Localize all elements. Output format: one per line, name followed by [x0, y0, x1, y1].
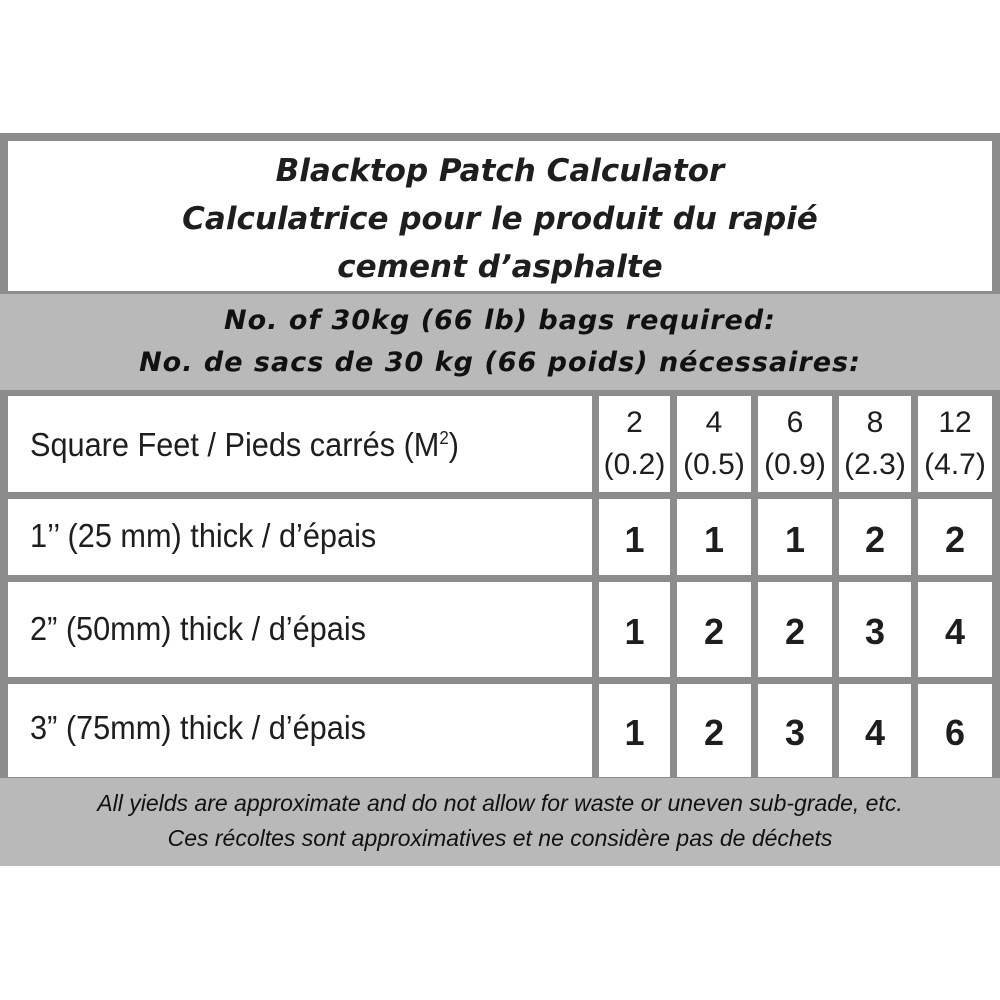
- value-cell: [918, 684, 992, 777]
- value-cell: [599, 582, 670, 677]
- bag-count: 2: [864, 519, 886, 560]
- header-col-cell: [918, 396, 992, 492]
- header-sqft: 8: [866, 406, 884, 439]
- value-cell: [758, 499, 832, 575]
- value-cell: [677, 582, 751, 677]
- header-col-cell: [599, 396, 670, 492]
- calculator-card: [0, 133, 1000, 866]
- value-cell: [677, 684, 751, 777]
- header-m2: (2.3): [844, 448, 906, 481]
- header-sqft: 6: [786, 406, 804, 439]
- header-sqft: 4: [705, 406, 723, 439]
- header-m2: (0.5): [683, 448, 745, 481]
- header-label-sup: 2: [439, 428, 449, 448]
- value-cell: [918, 582, 992, 677]
- title-line-2: Calculatrice pour le produit du rapié: [182, 201, 818, 237]
- bag-count: 2: [703, 712, 725, 753]
- value-cell: [758, 684, 832, 777]
- bag-count: 2: [944, 519, 966, 560]
- bags-line-1: No. of 30kg (66 lb) bags required:: [224, 305, 776, 336]
- header-m2: (0.2): [603, 448, 666, 481]
- header-label-cell: [8, 396, 592, 492]
- value-cell: [599, 499, 670, 575]
- header-label-text: Square Feet / Pieds carrés (M: [30, 426, 440, 463]
- bag-count: 4: [944, 611, 966, 652]
- header-col-cell: [677, 396, 751, 492]
- row-label-cell: [8, 684, 592, 777]
- row-label-cell: [8, 499, 592, 575]
- bag-count: 1: [624, 611, 645, 652]
- header-sqft: 2: [626, 406, 643, 439]
- header-m2: (4.7): [924, 448, 986, 481]
- value-cell: [839, 684, 911, 777]
- bag-count: 6: [944, 712, 966, 753]
- bag-count: 1: [624, 712, 645, 753]
- value-cell: [599, 684, 670, 777]
- value-cell: [839, 499, 911, 575]
- bag-count: 1: [703, 519, 725, 560]
- header-col-cell: [758, 396, 832, 492]
- bag-count: 3: [864, 611, 886, 652]
- footer-line-1: All yields are approximate and do not allow for waste or uneven sub-grade, etc.: [97, 790, 903, 816]
- bags-required-band: [0, 294, 1000, 390]
- value-cell: [758, 582, 832, 677]
- header-m2: (0.9): [764, 448, 826, 481]
- bag-count: 3: [784, 712, 806, 753]
- bag-count: 1: [784, 519, 806, 560]
- title-line-3: cement d’asphalte: [337, 249, 663, 285]
- bag-count: 2: [703, 611, 725, 652]
- header-sqft: 12: [938, 406, 972, 439]
- bags-line-2: No. de sacs de 30 kg (66 poids) nécessaires:: [139, 347, 861, 378]
- bag-count: 4: [864, 712, 886, 753]
- bag-count: 1: [624, 519, 645, 560]
- header-label-close: ): [448, 426, 459, 463]
- header-col-cell: [839, 396, 911, 492]
- footer-line-2: Ces récoltes sont approximatives et ne considère pas de déchets: [167, 825, 833, 851]
- value-cell: [677, 499, 751, 575]
- row-label: 1’’ (25 mm) thick / d’épais: [30, 517, 377, 554]
- bag-count: 2: [784, 611, 806, 652]
- row-label: 3” (75mm) thick / d’épais: [30, 709, 366, 746]
- row-label: 2” (50mm) thick / d’épais: [30, 610, 366, 647]
- title-line-1: Blacktop Patch Calculator: [275, 153, 725, 189]
- header-label: [30, 426, 459, 464]
- title-box: [8, 141, 992, 291]
- footer-note: [0, 778, 1000, 866]
- value-cell: [918, 499, 992, 575]
- row-label-cell: [8, 582, 592, 677]
- value-cell: [839, 582, 911, 677]
